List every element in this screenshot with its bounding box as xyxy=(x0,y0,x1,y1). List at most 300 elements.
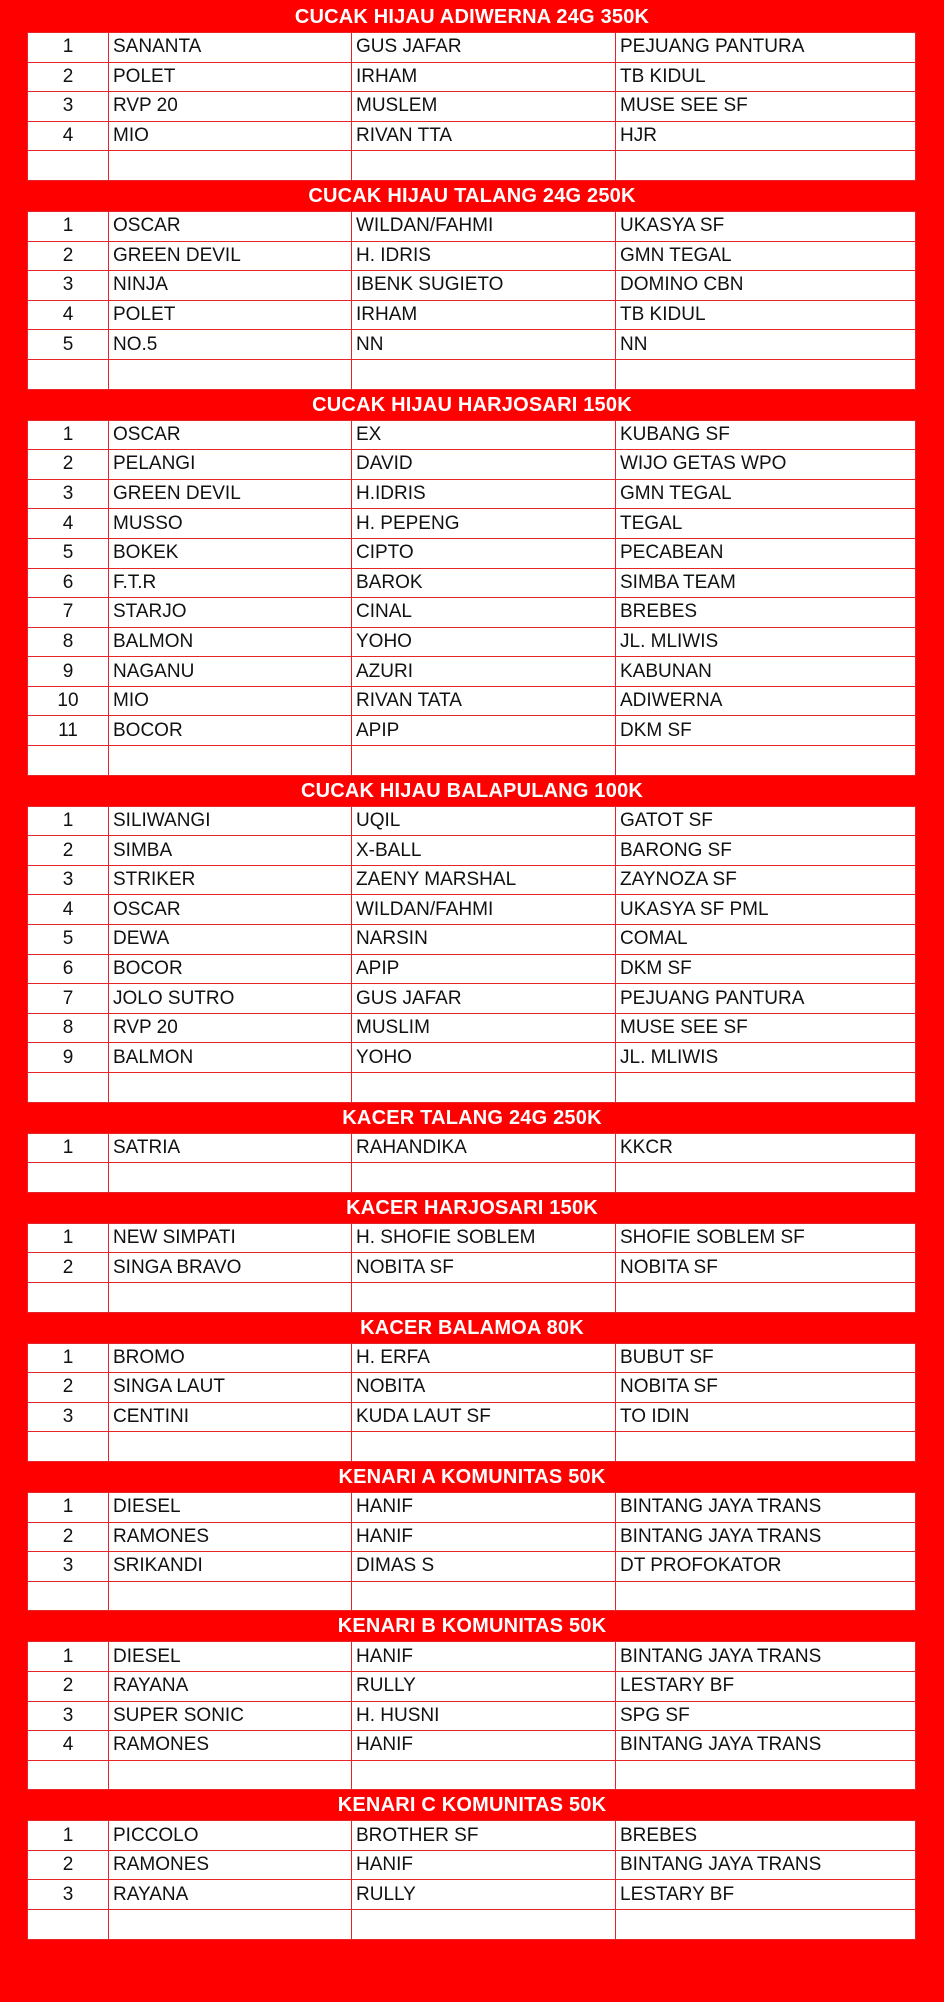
empty-cell xyxy=(28,1581,109,1611)
owner-name-cell: HANIF xyxy=(352,1850,616,1880)
bird-name-cell: OSCAR xyxy=(109,895,352,925)
empty-row xyxy=(28,1581,916,1611)
bird-name-cell: OSCAR xyxy=(109,211,352,241)
empty-cell xyxy=(352,151,616,181)
owner-name-cell: RIVAN TATA xyxy=(352,686,616,716)
bird-name-cell: RVP 20 xyxy=(109,92,352,122)
empty-cell xyxy=(28,151,109,181)
owner-name-cell: IRHAM xyxy=(352,62,616,92)
section-title: KENARI B KOMUNITAS 50K xyxy=(337,1615,607,1638)
rank-cell: 3 xyxy=(28,1880,109,1910)
table-row xyxy=(28,925,916,955)
rank-cell: 3 xyxy=(28,1552,109,1582)
club-name-cell: MUSE SEE SF xyxy=(616,92,916,122)
table-row xyxy=(28,92,916,122)
club-name-cell: GMN TEGAL xyxy=(616,479,916,509)
club-name-cell: BUBUT SF xyxy=(616,1343,916,1373)
rank-cell: 10 xyxy=(28,686,109,716)
table-row xyxy=(28,1522,916,1552)
club-name-cell: SPG SF xyxy=(616,1701,916,1731)
section-title: KENARI C KOMUNITAS 50K xyxy=(337,1794,607,1817)
owner-name-cell: CIPTO xyxy=(352,538,616,568)
empty-cell xyxy=(616,1910,916,1940)
bird-name-cell: SUPER SONIC xyxy=(109,1701,352,1731)
empty-cell xyxy=(28,1910,109,1940)
table-row xyxy=(28,686,916,716)
rank-cell: 6 xyxy=(28,568,109,598)
section-title: CUCAK HIJAU TALANG 24G 250K xyxy=(308,184,636,207)
bird-name-cell: MIO xyxy=(109,121,352,151)
table-row xyxy=(28,479,916,509)
results-table xyxy=(27,1133,916,1193)
rank-cell: 4 xyxy=(28,300,109,330)
rank-cell: 2 xyxy=(28,241,109,271)
results-section xyxy=(0,1313,944,1462)
empty-row xyxy=(28,1760,916,1790)
empty-cell xyxy=(352,746,616,776)
section-title: KENARI A KOMUNITAS 50K xyxy=(338,1465,606,1488)
table-row xyxy=(28,984,916,1014)
table-row xyxy=(28,716,916,746)
owner-name-cell: WILDAN/FAHMI xyxy=(352,895,616,925)
rank-cell: 7 xyxy=(28,984,109,1014)
empty-cell xyxy=(109,1910,352,1940)
bird-name-cell: F.T.R xyxy=(109,568,352,598)
table-row xyxy=(28,33,916,63)
results-table xyxy=(27,1641,916,1790)
bird-name-cell: JOLO SUTRO xyxy=(109,984,352,1014)
owner-name-cell: APIP xyxy=(352,716,616,746)
empty-cell xyxy=(28,359,109,389)
empty-cell xyxy=(109,1163,352,1193)
rank-cell: 3 xyxy=(28,271,109,301)
empty-cell xyxy=(28,1760,109,1790)
empty-cell xyxy=(616,359,916,389)
table-row xyxy=(28,865,916,895)
empty-cell xyxy=(616,1163,916,1193)
owner-name-cell: EX xyxy=(352,420,616,450)
results-section xyxy=(0,390,944,776)
owner-name-cell: RULLY xyxy=(352,1880,616,1910)
bird-name-cell: RAMONES xyxy=(109,1522,352,1552)
empty-cell xyxy=(109,1073,352,1103)
club-name-cell: BINTANG JAYA TRANS xyxy=(616,1522,916,1552)
rank-cell: 1 xyxy=(28,33,109,63)
empty-cell xyxy=(28,1282,109,1312)
empty-cell xyxy=(109,746,352,776)
rank-cell: 3 xyxy=(28,865,109,895)
table-row xyxy=(28,271,916,301)
empty-cell xyxy=(352,1163,616,1193)
owner-name-cell: KUDA LAUT SF xyxy=(352,1402,616,1432)
owner-name-cell: H. SHOFIE SOBLEM xyxy=(352,1223,616,1253)
section-title: CUCAK HIJAU BALAPULANG 100K xyxy=(300,779,644,802)
club-name-cell: SIMBA TEAM xyxy=(616,568,916,598)
bird-name-cell: RAMONES xyxy=(109,1731,352,1761)
owner-name-cell: IRHAM xyxy=(352,300,616,330)
owner-name-cell: RIVAN TTA xyxy=(352,121,616,151)
bird-name-cell: BOKEK xyxy=(109,538,352,568)
club-name-cell: GATOT SF xyxy=(616,806,916,836)
owner-name-cell: BAROK xyxy=(352,568,616,598)
results-table xyxy=(27,1223,916,1313)
rank-cell: 4 xyxy=(28,895,109,925)
bird-name-cell: SATRIA xyxy=(109,1133,352,1163)
club-name-cell: DKM SF xyxy=(616,716,916,746)
club-name-cell: NN xyxy=(616,330,916,360)
results-section xyxy=(0,1790,944,1939)
table-row xyxy=(28,538,916,568)
bird-name-cell: SINGA LAUT xyxy=(109,1373,352,1403)
results-table xyxy=(27,211,916,390)
owner-name-cell: YOHO xyxy=(352,1043,616,1073)
results-section xyxy=(0,2,944,181)
owner-name-cell: HANIF xyxy=(352,1522,616,1552)
bird-name-cell: MUSSO xyxy=(109,509,352,539)
club-name-cell: MUSE SEE SF xyxy=(616,1013,916,1043)
club-name-cell: TB KIDUL xyxy=(616,300,916,330)
rank-cell: 3 xyxy=(28,1402,109,1432)
owner-name-cell: BROTHER SF xyxy=(352,1821,616,1851)
owner-name-cell: MUSLIM xyxy=(352,1013,616,1043)
empty-cell xyxy=(352,1910,616,1940)
table-row xyxy=(28,420,916,450)
empty-cell xyxy=(28,1163,109,1193)
club-name-cell: NOBITA SF xyxy=(616,1373,916,1403)
rank-cell: 1 xyxy=(28,420,109,450)
empty-cell xyxy=(616,1760,916,1790)
bird-name-cell: DEWA xyxy=(109,925,352,955)
empty-cell xyxy=(616,151,916,181)
empty-row xyxy=(28,1910,916,1940)
rank-cell: 6 xyxy=(28,954,109,984)
bird-name-cell: GREEN DEVIL xyxy=(109,479,352,509)
bird-name-cell: DIESEL xyxy=(109,1642,352,1672)
rank-cell: 2 xyxy=(28,1850,109,1880)
club-name-cell: HJR xyxy=(616,121,916,151)
rank-cell: 9 xyxy=(28,1043,109,1073)
empty-cell xyxy=(352,1760,616,1790)
empty-cell xyxy=(109,1282,352,1312)
empty-cell xyxy=(28,1073,109,1103)
empty-cell xyxy=(352,1432,616,1462)
owner-name-cell: GUS JAFAR xyxy=(352,984,616,1014)
table-row xyxy=(28,1821,916,1851)
results-table xyxy=(27,32,916,181)
empty-cell xyxy=(109,359,352,389)
empty-cell xyxy=(109,1581,352,1611)
rank-cell: 3 xyxy=(28,1701,109,1731)
rank-cell: 1 xyxy=(28,1223,109,1253)
club-name-cell: DT PROFOKATOR xyxy=(616,1552,916,1582)
empty-cell xyxy=(28,746,109,776)
results-section xyxy=(0,776,944,1103)
club-name-cell: GMN TEGAL xyxy=(616,241,916,271)
table-row xyxy=(28,1642,916,1672)
empty-cell xyxy=(109,151,352,181)
club-name-cell: WIJO GETAS WPO xyxy=(616,450,916,480)
table-row xyxy=(28,1850,916,1880)
table-row xyxy=(28,1133,916,1163)
table-row xyxy=(28,598,916,628)
club-name-cell: TEGAL xyxy=(616,509,916,539)
table-row xyxy=(28,568,916,598)
empty-cell xyxy=(616,1581,916,1611)
club-name-cell: JL. MLIWIS xyxy=(616,1043,916,1073)
club-name-cell: BINTANG JAYA TRANS xyxy=(616,1731,916,1761)
rank-cell: 11 xyxy=(28,716,109,746)
rank-cell: 2 xyxy=(28,1253,109,1283)
results-table xyxy=(27,1492,916,1611)
table-row xyxy=(28,1671,916,1701)
table-row xyxy=(28,241,916,271)
empty-row xyxy=(28,359,916,389)
rank-cell: 4 xyxy=(28,121,109,151)
bird-name-cell: PICCOLO xyxy=(109,1821,352,1851)
owner-name-cell: MUSLEM xyxy=(352,92,616,122)
bird-name-cell: RAYANA xyxy=(109,1880,352,1910)
club-name-cell: BINTANG JAYA TRANS xyxy=(616,1850,916,1880)
bird-name-cell: MIO xyxy=(109,686,352,716)
owner-name-cell: DAVID xyxy=(352,450,616,480)
owner-name-cell: RAHANDIKA xyxy=(352,1133,616,1163)
table-row xyxy=(28,1043,916,1073)
table-row xyxy=(28,657,916,687)
owner-name-cell: CINAL xyxy=(352,598,616,628)
bird-name-cell: NEW SIMPATI xyxy=(109,1223,352,1253)
owner-name-cell: H. HUSNI xyxy=(352,1701,616,1731)
owner-name-cell: AZURI xyxy=(352,657,616,687)
club-name-cell: KKCR xyxy=(616,1133,916,1163)
bird-name-cell: SANANTA xyxy=(109,33,352,63)
bird-name-cell: STARJO xyxy=(109,598,352,628)
results-section xyxy=(0,1611,944,1790)
empty-cell xyxy=(616,1073,916,1103)
owner-name-cell: HANIF xyxy=(352,1492,616,1522)
table-row xyxy=(28,509,916,539)
rank-cell: 1 xyxy=(28,1343,109,1373)
club-name-cell: JL. MLIWIS xyxy=(616,627,916,657)
empty-row xyxy=(28,151,916,181)
owner-name-cell: WILDAN/FAHMI xyxy=(352,211,616,241)
rank-cell: 8 xyxy=(28,1013,109,1043)
club-name-cell: KUBANG SF xyxy=(616,420,916,450)
empty-cell xyxy=(352,1282,616,1312)
bird-name-cell: PELANGI xyxy=(109,450,352,480)
rank-cell: 2 xyxy=(28,1522,109,1552)
empty-row xyxy=(28,1073,916,1103)
owner-name-cell: IBENK SUGIETO xyxy=(352,271,616,301)
section-title: CUCAK HIJAU ADIWERNA 24G 350K xyxy=(294,6,650,28)
results-section xyxy=(0,1103,944,1193)
rank-cell: 1 xyxy=(28,1492,109,1522)
rank-cell: 9 xyxy=(28,657,109,687)
table-row xyxy=(28,1880,916,1910)
table-row xyxy=(28,1552,916,1582)
rank-cell: 2 xyxy=(28,836,109,866)
empty-cell xyxy=(109,1760,352,1790)
owner-name-cell: UQIL xyxy=(352,806,616,836)
owner-name-cell: HANIF xyxy=(352,1642,616,1672)
club-name-cell: UKASYA SF xyxy=(616,211,916,241)
owner-name-cell: H. IDRIS xyxy=(352,241,616,271)
empty-cell xyxy=(352,1581,616,1611)
club-name-cell: PEJUANG PANTURA xyxy=(616,984,916,1014)
club-name-cell: PEJUANG PANTURA xyxy=(616,33,916,63)
club-name-cell: NOBITA SF xyxy=(616,1253,916,1283)
owner-name-cell: HANIF xyxy=(352,1731,616,1761)
empty-cell xyxy=(616,1282,916,1312)
owner-name-cell: H. ERFA xyxy=(352,1343,616,1373)
owner-name-cell: X-BALL xyxy=(352,836,616,866)
bird-name-cell: STRIKER xyxy=(109,865,352,895)
club-name-cell: SHOFIE SOBLEM SF xyxy=(616,1223,916,1253)
club-name-cell: ZAYNOZA SF xyxy=(616,865,916,895)
club-name-cell: KABUNAN xyxy=(616,657,916,687)
table-row xyxy=(28,121,916,151)
club-name-cell: PECABEAN xyxy=(616,538,916,568)
table-row xyxy=(28,1731,916,1761)
owner-name-cell: DIMAS S xyxy=(352,1552,616,1582)
owner-name-cell: GUS JAFAR xyxy=(352,33,616,63)
table-row xyxy=(28,1343,916,1373)
club-name-cell: BINTANG JAYA TRANS xyxy=(616,1642,916,1672)
table-row xyxy=(28,330,916,360)
rank-cell: 1 xyxy=(28,1821,109,1851)
club-name-cell: DKM SF xyxy=(616,954,916,984)
club-name-cell: BINTANG JAYA TRANS xyxy=(616,1492,916,1522)
table-row xyxy=(28,895,916,925)
club-name-cell: TB KIDUL xyxy=(616,62,916,92)
table-row xyxy=(28,1253,916,1283)
results-table xyxy=(27,1820,916,1939)
bird-name-cell: POLET xyxy=(109,300,352,330)
bird-name-cell: RAYANA xyxy=(109,1671,352,1701)
club-name-cell: DOMINO CBN xyxy=(616,271,916,301)
owner-name-cell: APIP xyxy=(352,954,616,984)
owner-name-cell: NN xyxy=(352,330,616,360)
bird-name-cell: SILIWANGI xyxy=(109,806,352,836)
results-section xyxy=(0,1193,944,1313)
table-row xyxy=(28,1701,916,1731)
empty-cell xyxy=(616,746,916,776)
bird-name-cell: BALMON xyxy=(109,627,352,657)
rank-cell: 1 xyxy=(28,1642,109,1672)
table-row xyxy=(28,1223,916,1253)
rank-cell: 5 xyxy=(28,330,109,360)
rank-cell: 3 xyxy=(28,479,109,509)
bird-name-cell: SIMBA xyxy=(109,836,352,866)
empty-row xyxy=(28,1282,916,1312)
bird-name-cell: DIESEL xyxy=(109,1492,352,1522)
empty-cell xyxy=(352,359,616,389)
section-title: KACER TALANG 24G 250K xyxy=(342,1106,602,1129)
bird-name-cell: BOCOR xyxy=(109,954,352,984)
owner-name-cell: NARSIN xyxy=(352,925,616,955)
rank-cell: 8 xyxy=(28,627,109,657)
results-section xyxy=(0,1462,944,1611)
bird-name-cell: SRIKANDI xyxy=(109,1552,352,1582)
empty-row xyxy=(28,1163,916,1193)
owner-name-cell: NOBITA xyxy=(352,1373,616,1403)
rank-cell: 5 xyxy=(28,538,109,568)
rank-cell: 2 xyxy=(28,1373,109,1403)
table-row xyxy=(28,450,916,480)
rank-cell: 2 xyxy=(28,450,109,480)
rank-cell: 1 xyxy=(28,806,109,836)
table-row xyxy=(28,62,916,92)
rank-cell: 2 xyxy=(28,1671,109,1701)
rank-cell: 1 xyxy=(28,1133,109,1163)
table-row xyxy=(28,300,916,330)
table-row xyxy=(28,1013,916,1043)
section-title: KACER BALAMOA 80K xyxy=(360,1316,584,1339)
table-row xyxy=(28,954,916,984)
results-table xyxy=(27,806,916,1103)
rank-cell: 4 xyxy=(28,1731,109,1761)
owner-name-cell: YOHO xyxy=(352,627,616,657)
results-table xyxy=(27,1343,916,1462)
bird-name-cell: NAGANU xyxy=(109,657,352,687)
empty-cell xyxy=(109,1432,352,1462)
club-name-cell: BREBES xyxy=(616,598,916,628)
rank-cell: 7 xyxy=(28,598,109,628)
bird-name-cell: SINGA BRAVO xyxy=(109,1253,352,1283)
section-title: KACER HARJOSARI 150K xyxy=(346,1196,598,1219)
rank-cell: 3 xyxy=(28,92,109,122)
rank-cell: 4 xyxy=(28,509,109,539)
club-name-cell: BARONG SF xyxy=(616,836,916,866)
bird-name-cell: GREEN DEVIL xyxy=(109,241,352,271)
club-name-cell: TO IDIN xyxy=(616,1402,916,1432)
bird-name-cell: OSCAR xyxy=(109,420,352,450)
table-row xyxy=(28,806,916,836)
club-name-cell: BREBES xyxy=(616,1821,916,1851)
empty-cell xyxy=(28,1432,109,1462)
table-row xyxy=(28,211,916,241)
bird-name-cell: POLET xyxy=(109,62,352,92)
club-name-cell: UKASYA SF PML xyxy=(616,895,916,925)
empty-row xyxy=(28,1432,916,1462)
bird-name-cell: NINJA xyxy=(109,271,352,301)
owner-name-cell: RULLY xyxy=(352,1671,616,1701)
results-table xyxy=(27,420,916,776)
table-row xyxy=(28,1373,916,1403)
bird-name-cell: BALMON xyxy=(109,1043,352,1073)
owner-name-cell: H. PEPENG xyxy=(352,509,616,539)
owner-name-cell: NOBITA SF xyxy=(352,1253,616,1283)
table-row xyxy=(28,627,916,657)
section-title: CUCAK HIJAU HARJOSARI 150K xyxy=(312,393,632,416)
club-name-cell: COMAL xyxy=(616,925,916,955)
rank-cell: 1 xyxy=(28,211,109,241)
bird-name-cell: RVP 20 xyxy=(109,1013,352,1043)
table-row xyxy=(28,1492,916,1522)
rank-cell: 2 xyxy=(28,62,109,92)
empty-cell xyxy=(616,1432,916,1462)
empty-cell xyxy=(352,1073,616,1103)
results-section xyxy=(0,181,944,390)
bird-name-cell: BOCOR xyxy=(109,716,352,746)
bird-name-cell: RAMONES xyxy=(109,1850,352,1880)
bird-name-cell: NO.5 xyxy=(109,330,352,360)
rank-cell: 5 xyxy=(28,925,109,955)
empty-row xyxy=(28,746,916,776)
table-row xyxy=(28,836,916,866)
owner-name-cell: H.IDRIS xyxy=(352,479,616,509)
owner-name-cell: ZAENY MARSHAL xyxy=(352,865,616,895)
bird-name-cell: CENTINI xyxy=(109,1402,352,1432)
